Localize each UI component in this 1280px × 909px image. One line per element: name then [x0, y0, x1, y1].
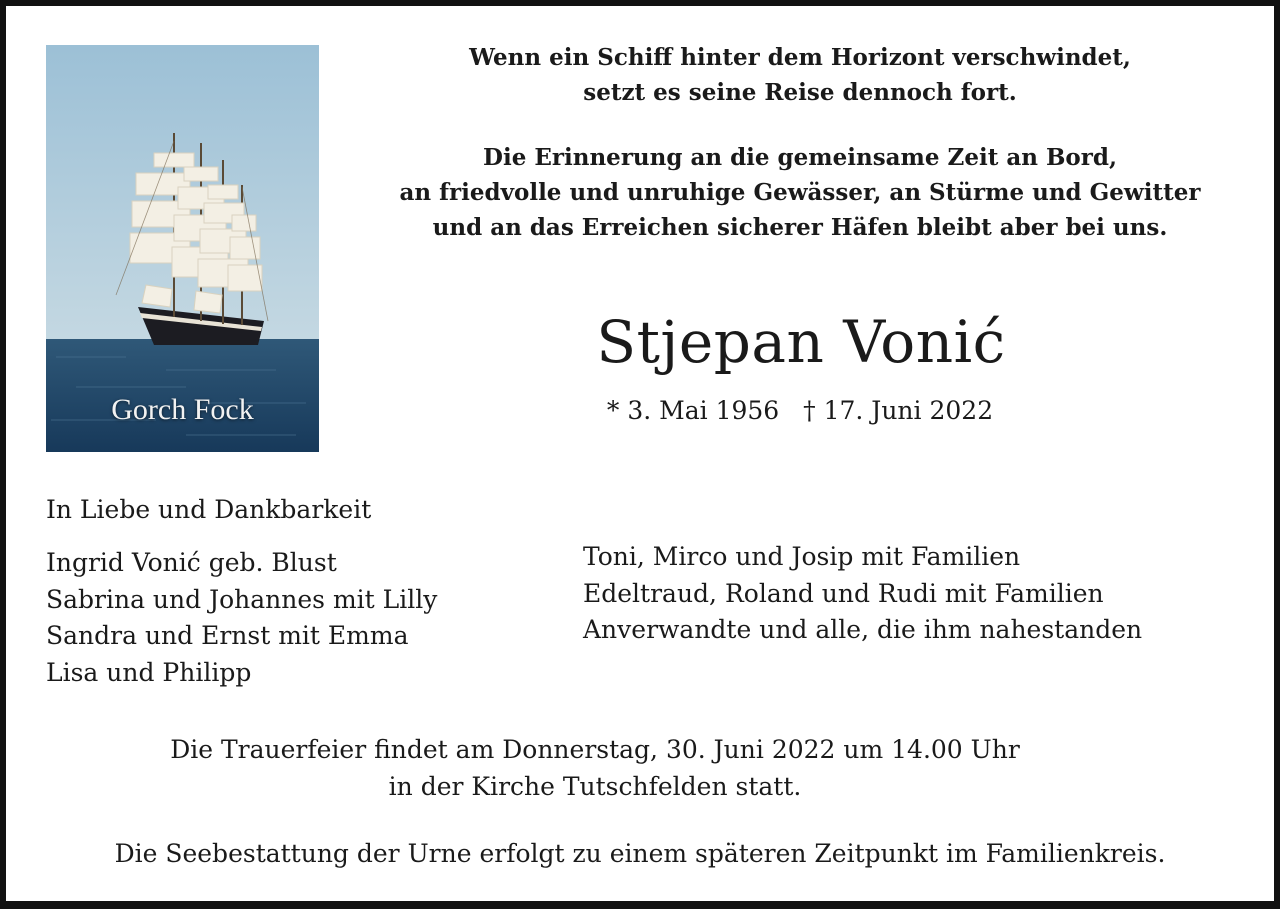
death-date: † 17. Juni 2022 [803, 396, 994, 425]
mourner-entry: Sandra und Ernst mit Emma [46, 621, 409, 650]
mourner-entry: Lisa und Philipp [46, 657, 252, 687]
mourner-entry: Ingrid Vonić geb. Blust [46, 548, 337, 577]
mourners-list-right [583, 539, 1142, 649]
deceased-name: Stjepan Vonić [596, 308, 1006, 376]
motto-line: Wenn ein Schiff hinter dem Horizont verschwindet, [469, 44, 1131, 71]
motto-verse-2 [330, 140, 1270, 245]
motto-line: und an das Erreichen sicherer Häfen bleibt aber bei uns. [432, 214, 1168, 241]
mourners-list-left [46, 545, 437, 691]
service-line: Die Trauerfeier findet am Donnerstag, 30. Juni 2022 um 14.00 Uhr [170, 735, 1020, 764]
motto-line: setzt es seine Reise dennoch fort. [583, 79, 1017, 106]
mourner-entry: Sabrina und Johannes mit Lilly [46, 584, 438, 614]
service-line: in der Kirche Tutschfelden statt. [388, 772, 802, 801]
mourner-entry: Edeltraud, Roland und Rudi mit Familien [583, 578, 1104, 608]
birth-date: * 3. Mai 1956 [606, 396, 780, 425]
mourner-entry: Anverwandte und alle, die ihm nahestanden [583, 615, 1143, 644]
sea-burial-note: Die Seebestattung der Urne erfolgt zu einem späteren Zeitpunkt im Familienkreis. [114, 839, 1166, 868]
tall-ship-icon [46, 45, 319, 452]
motto-line: Die Erinnerung an die gemeinsame Zeit an Bord, [483, 144, 1117, 171]
mourners-intro: In Liebe und Dankbarkeit [46, 495, 372, 524]
motto-line: an friedvolle und unruhige Gewässer, an Stürme und Gewitter [399, 179, 1201, 206]
ship-photo [46, 45, 319, 452]
mourner-entry: Toni, Mirco und Josip mit Familien [583, 542, 1021, 571]
life-dates [560, 396, 1040, 425]
funeral-service-info [60, 731, 1130, 805]
motto-verse-1 [330, 40, 1270, 110]
photo-caption: Gorch Fock [111, 393, 254, 426]
